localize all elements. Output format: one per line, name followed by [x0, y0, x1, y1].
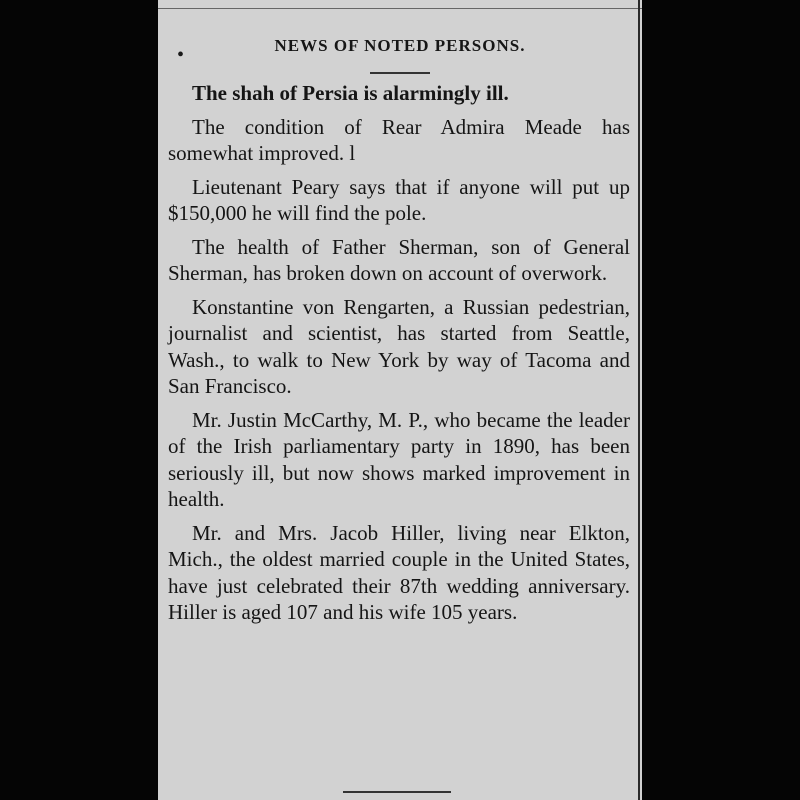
news-item-peary: Lieutenant Peary says that if anyone will put up $150,000 he will find the pole.	[168, 174, 630, 225]
top-border-rule	[158, 8, 642, 9]
headline: NEWS OF NOTED PERSONS.	[274, 36, 526, 55]
news-item-sherman: The health of Father Sherman, son of General Sherman, has broken down on account of overwork.	[168, 234, 630, 285]
news-item-shah: The shah of Persia is alarmingly ill.	[192, 81, 509, 105]
column-edge-rule	[638, 0, 640, 800]
news-item-hiller: Mr. and Mrs. Jacob Hiller, living near Elkton, Mich., the oldest married couple in the United States, have just celebrated their 87th wedding anniversary. Hiller is aged 107 and his wife 105 years.	[168, 520, 630, 624]
footer-rule	[343, 791, 451, 793]
newspaper-clipping	[158, 0, 642, 800]
article-body	[168, 80, 630, 633]
news-item-mccarthy: Mr. Justin McCarthy, M. P., who became the leader of the Irish parliamentary party in 1890, has been seriously ill, but now shows marked improvement in health.	[168, 407, 630, 511]
news-item-meade: The condition of Rear Admira Meade has somewhat improved. l	[168, 114, 630, 165]
bullet-mark: •	[177, 44, 185, 66]
news-item-rengarten: Konstantine von Rengarten, a Russian pedestrian, journalist and scientist, has started from Seattle, Wash., to walk to New York by way of Tacoma and San Francisco.	[168, 294, 630, 398]
headline-rule	[370, 72, 430, 74]
